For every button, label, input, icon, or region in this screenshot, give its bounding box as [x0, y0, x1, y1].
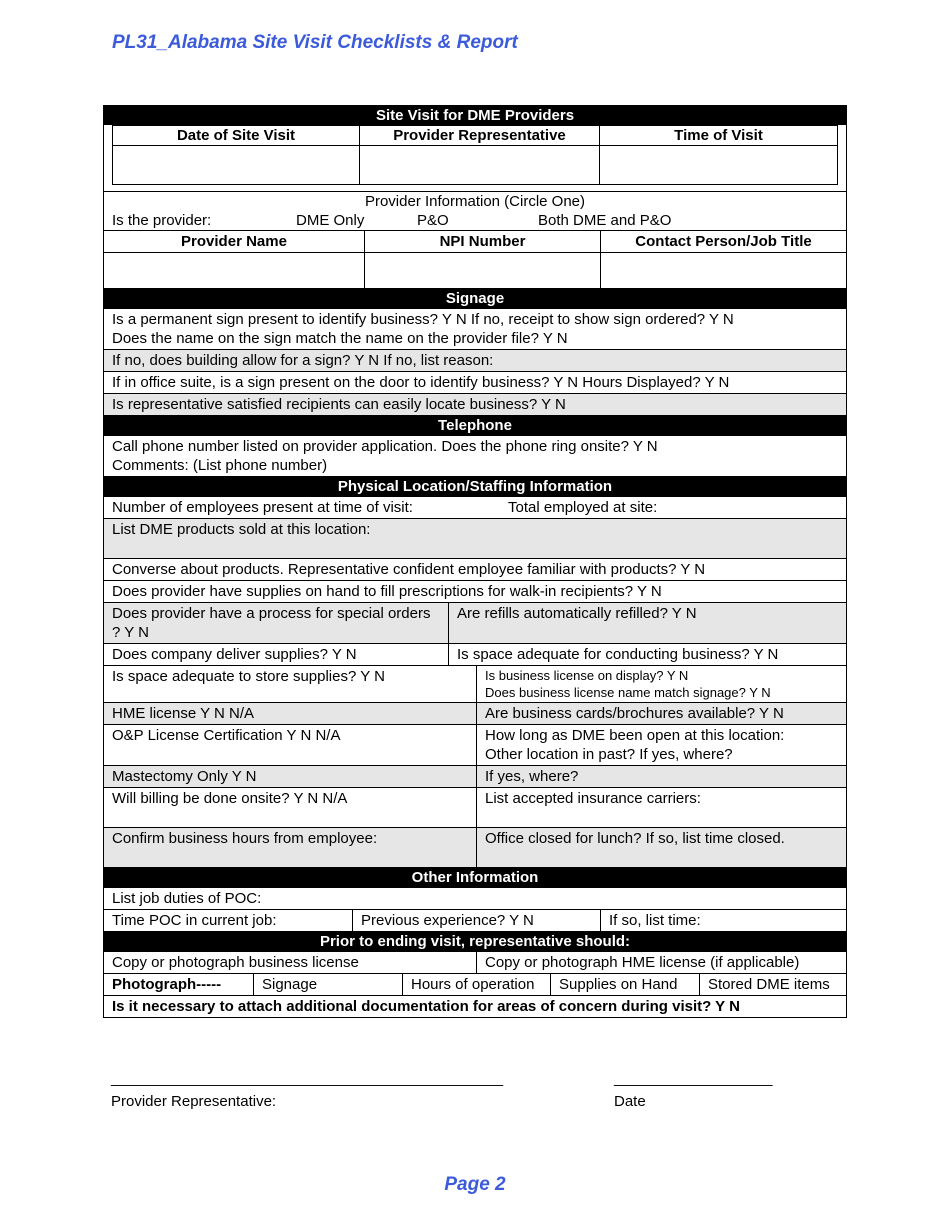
office-suite-sign-question: If in office suite, is a sign present on the door to identify business? Y N Hours Displayed? Y N: [112, 374, 730, 391]
space-store-question: Is space adequate to store supplies? Y N: [112, 668, 385, 685]
signage-title: Signage: [104, 289, 846, 308]
deliver-row: [104, 643, 846, 665]
billing-row: [104, 787, 846, 827]
hme-license-question: HME license Y N N/A: [112, 705, 254, 722]
license-match-question: Does business license name match signage? Y N: [485, 685, 771, 700]
building-sign-question: If no, does building allow for a sign? Y N If no, list reason:: [112, 352, 494, 369]
sign-name-match-question: Does the name on the sign match the name on the provider file? Y N: [112, 330, 568, 347]
signage-row-3: [104, 371, 846, 393]
business-cards-question: Are business cards/brochures available? Y N: [476, 703, 846, 724]
refills-question: Are refills automatically refilled? Y N: [448, 603, 846, 643]
space-business-question: Is space adequate for conducting business? Y N: [448, 644, 846, 665]
photograph-label: Photograph-----: [112, 976, 222, 993]
other-info-title: Other Information: [104, 868, 846, 887]
poc-time-row: [104, 909, 846, 931]
option-dme-only[interactable]: DME Only: [296, 212, 365, 229]
supplies-on-hand-question: Does provider have supplies on hand to fill prescriptions for walk-in recipients? Y N: [112, 583, 662, 600]
deliver-question: Does company deliver supplies? Y N: [112, 646, 357, 663]
site-visit-section: [104, 106, 846, 125]
copy-business-license: Copy or photograph business license: [112, 954, 359, 971]
previous-experience-question: Previous experience? Y N: [352, 910, 600, 931]
photo-signage: Signage: [253, 974, 402, 995]
op-license-question: O&P License Certification Y N N/A: [112, 727, 341, 744]
lunch-question: Office closed for lunch? If so, list time closed.: [476, 828, 846, 867]
copy-hme-license: Copy or photograph HME license (if applicable): [476, 952, 846, 973]
npi-number-header: NPI Number: [364, 231, 600, 252]
license-display-question: Is business license on display? Y N: [485, 668, 689, 683]
supplies-on-hand-row: [104, 580, 846, 602]
hours-row: [104, 827, 846, 867]
contact-person-field[interactable]: [600, 253, 846, 288]
time-of-visit-field[interactable]: [600, 146, 837, 184]
converse-row: [104, 558, 846, 580]
phone-comments: Comments: (List phone number): [112, 457, 328, 474]
photograph-row: [104, 973, 846, 995]
physical-title: Physical Location/Staffing Information: [104, 477, 846, 496]
document-title: PL31_Alabama Site Visit Checklists & Report: [112, 32, 518, 53]
billing-question: Will billing be done onsite? Y N N/A: [112, 790, 348, 807]
additional-docs-row: [104, 995, 846, 1017]
time-poc-label: Time POC in current job:: [112, 912, 277, 929]
insurance-label: List accepted insurance carriers:: [476, 788, 846, 827]
provider-name-field[interactable]: [104, 253, 364, 288]
telephone-section: [104, 415, 846, 435]
dme-products-label: List DME products sold at this location:: [112, 521, 371, 538]
space-store-row: [104, 665, 846, 702]
signage-section: [104, 288, 846, 308]
date-of-visit-field[interactable]: [113, 146, 359, 184]
copy-license-row: [104, 951, 846, 973]
photo-hours-of-operation: Hours of operation: [402, 974, 550, 995]
option-both-dme-and-p-and-o[interactable]: Both DME and P&O: [538, 212, 672, 229]
photo-stored-dme-items: Stored DME items: [699, 974, 846, 995]
hme-license-row: [104, 702, 846, 724]
poc-duties-label: List job duties of POC:: [112, 890, 262, 907]
signage-row-4: [104, 393, 846, 415]
special-orders-question: Does provider have a process for special orders ? Y N: [112, 605, 431, 641]
photo-supplies-on-hand: Supplies on Hand: [550, 974, 699, 995]
employees-present-label: Number of employees present at time of visit:: [112, 499, 413, 516]
date-signature-label: Date: [614, 1093, 646, 1110]
time-of-visit-header: Time of Visit: [600, 126, 837, 146]
special-orders-row: [104, 602, 846, 643]
representative-signature-label: Provider Representative:: [111, 1093, 277, 1110]
provider-values-row: [104, 252, 846, 288]
provider-info-section: [104, 191, 846, 230]
date-of-visit-header: Date of Site Visit: [113, 126, 359, 146]
site-visit-title: Site Visit for DME Providers: [104, 106, 846, 125]
employees-row: [104, 496, 846, 518]
mastectomy-row: [104, 765, 846, 787]
other-location-question: Other location in past? If yes, where?: [485, 746, 733, 763]
npi-number-field[interactable]: [364, 253, 600, 288]
total-employed-label: Total employed at site:: [508, 499, 658, 516]
provider-representative-header: Provider Representative: [360, 126, 599, 146]
phone-ring-question: Call phone number listed on provider application. Does the phone ring onsite? Y N: [112, 438, 658, 455]
page-number: Page 2: [444, 1174, 506, 1195]
signage-row-1: [104, 308, 846, 349]
site-visit-grid: [112, 125, 838, 185]
mastectomy-question: Mastectomy Only Y N: [112, 768, 257, 785]
prior-to-end-section: [104, 931, 846, 951]
locate-business-question: Is representative satisfied recipients can easily locate business? Y N: [112, 396, 566, 413]
provider-info-heading: Provider Information (Circle One): [364, 193, 586, 210]
date-signature-line[interactable]: ___________________: [614, 1070, 773, 1087]
list-time-label: If so, list time:: [600, 910, 846, 931]
provider-columns-row: [104, 230, 846, 252]
provider-representative-field[interactable]: [360, 146, 599, 184]
site-visit-grid-row: [104, 125, 846, 191]
how-long-question: How long as DME been open at this location:: [485, 727, 785, 744]
telephone-row: [104, 435, 846, 476]
telephone-title: Telephone: [104, 416, 846, 435]
physical-section: [104, 476, 846, 496]
products-row: [104, 518, 846, 558]
option-p-and-o[interactable]: P&O: [417, 212, 449, 229]
other-info-section: [104, 867, 846, 887]
duties-row: [104, 887, 846, 909]
provider-type-question: Is the provider:: [112, 212, 212, 229]
representative-signature-line[interactable]: _______________________________________________: [111, 1070, 504, 1087]
prior-to-end-title: Prior to ending visit, representative should:: [104, 932, 846, 951]
provider-name-header: Provider Name: [181, 233, 287, 250]
contact-person-header: Contact Person/Job Title: [600, 231, 846, 252]
site-visit-form: [103, 105, 847, 1018]
converse-question: Converse about products. Representative confident employee familiar with products? Y N: [112, 561, 706, 578]
business-hours-question: Confirm business hours from employee:: [112, 830, 378, 847]
additional-docs-question: Is it necessary to attach additional documentation for areas of concern during visit? Y N: [112, 998, 740, 1015]
signage-row-2: [104, 349, 846, 371]
if-yes-where-label: If yes, where?: [476, 766, 846, 787]
op-license-row: [104, 724, 846, 765]
permanent-sign-question: Is a permanent sign present to identify business? Y N If no, receipt to show sign ordered? Y N: [112, 311, 734, 328]
